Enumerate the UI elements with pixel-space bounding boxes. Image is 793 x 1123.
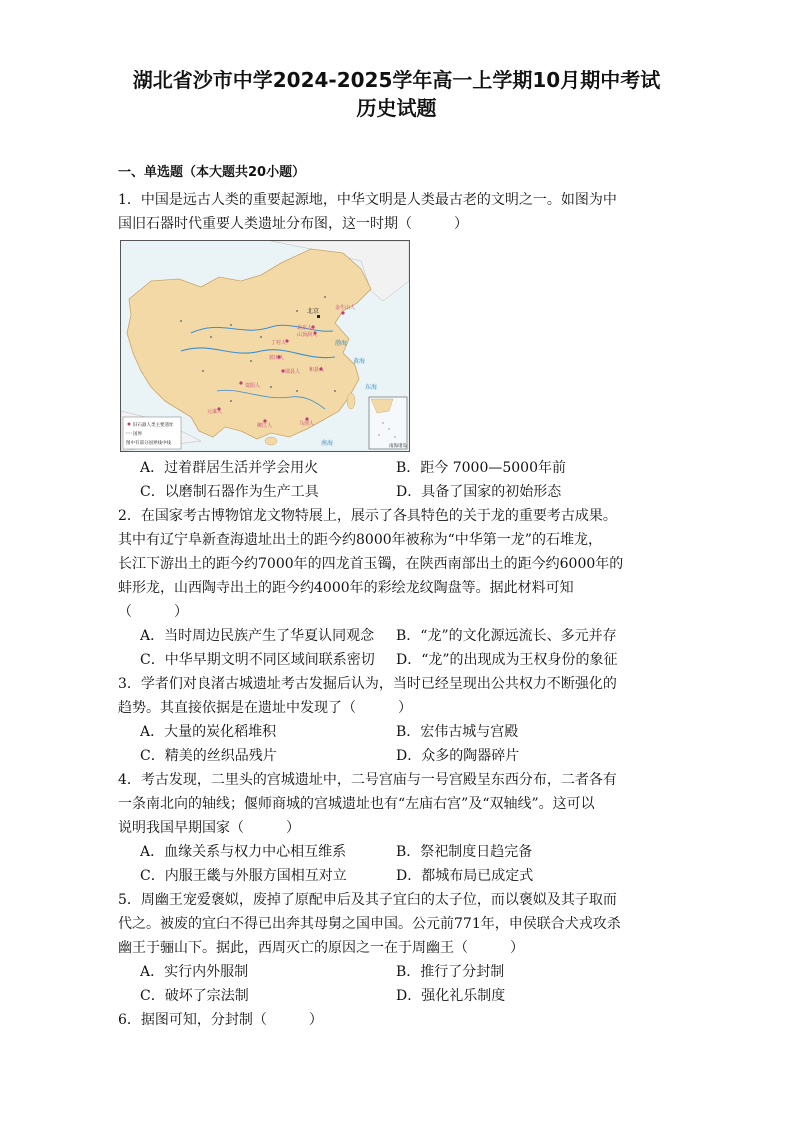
question-5-line-3: 幽王于骊山下。据此，西周灭亡的原因之一在于周幽王（ ） (118, 940, 524, 956)
exam-title-line-2: 历史试题 (356, 96, 437, 120)
site-label-maba: 马坝人 (299, 421, 315, 427)
question-3-option-b[interactable]: B．宏伟古城与宫殿 (396, 724, 519, 740)
question-3-option-d[interactable]: D．众多的陶器碎片 (396, 748, 520, 764)
question-6-line-1: 6．据图可知，分封制（ ） (118, 1012, 323, 1028)
sea-label-east: 东海 (365, 384, 378, 391)
site-label-hexian: 和县人 (309, 367, 325, 373)
legend-border: 国界 (133, 432, 142, 437)
question-2-option-a[interactable]: A．当时周边民族产生了华夏认同观念 (140, 628, 375, 644)
question-1-option-b[interactable]: B．距今 7000—5000年前 (396, 460, 566, 476)
site-label-liujiang: 柳江人 (257, 423, 273, 429)
question-4-option-c[interactable]: C．内服王畿与外服方国相互对立 (140, 868, 347, 884)
site-label-lantian: 蓝田人 (269, 355, 285, 361)
question-2-option-b[interactable]: B．“龙”的文化源远流长、多元并存 (396, 628, 617, 644)
beijing-label: 北京 (307, 308, 320, 315)
question-3-option-a[interactable]: A．大量的炭化稻堆积 (140, 724, 277, 740)
site-label-dingcun: 丁村人 (271, 340, 287, 346)
legend-sites: 旧石器人类主要遗址 (133, 423, 174, 428)
question-5-option-a[interactable]: A．实行内外服制 (140, 964, 249, 980)
question-5-option-c[interactable]: C．破坏了宗法制 (140, 988, 249, 1004)
site-label-beijingren: 北京人 (297, 325, 313, 331)
question-5-line-2: 代之。被废的宜臼不得已出奔其母舅之国申国。公元前771年，申侯联合犬戎攻杀 (118, 916, 621, 932)
site-label-yunxian: 郧县人 (285, 369, 301, 375)
section-heading: 一、单选题（本大题共20小题） (118, 165, 306, 180)
question-2-option-d[interactable]: D．“龙”的出现成为王权身份的象征 (396, 652, 618, 668)
sea-label-south: 南海 (321, 440, 334, 447)
legend-note: 图中有部分国界线中线 (126, 441, 171, 446)
question-3-line-1: 3．学者们对良渚古城遗址考古发掘后认为，当时已经呈现出公共权力不断强化的 (118, 676, 617, 692)
question-4-option-b[interactable]: B．祭祀制度日趋完备 (396, 844, 533, 860)
sea-label-yellow: 黄海 (353, 358, 366, 365)
question-1-option-a[interactable]: A．过着群居生活并学会用火 (140, 460, 319, 476)
site-label-jinniushan: 金牛山人 (335, 305, 356, 311)
sea-label-bohai: 渤海 (335, 340, 348, 347)
question-5-option-d[interactable]: D．强化礼乐制度 (396, 988, 506, 1004)
question-5-line-1: 5．周幽王宠爱褒姒，废掉了原配申后及其子宜臼的太子位，而以褒姒及其子取而 (118, 892, 617, 908)
question-2-option-c[interactable]: C．中华早期文明不同区域间联系密切 (140, 652, 375, 668)
question-2-line-3: 长江下游出土的距今约7000年的四龙首玉镯，在陕西南部出土的距今约6000年的 (118, 556, 624, 572)
question-4-line-1: 4．考古发现，二里头的宫城遗址中，二号宫庙与一号宫殿呈东西分布，二者各有 (118, 772, 617, 788)
question-5-option-b[interactable]: B．推行了分封制 (396, 964, 505, 980)
question-1-option-d[interactable]: D．具备了国家的初始形态 (396, 484, 562, 500)
question-1-line-2: 国旧石器时代重要人类遗址分布图，这一时期（ ） (118, 216, 468, 232)
site-label-ziyang: 资阳人 (245, 383, 261, 389)
question-2-line-2: 其中有辽宁阜新查海遗址出土的距今约8000年被称为“中华第一龙”的石堆龙， (118, 532, 602, 548)
question-3-line-2: 趋势。其直接依据是在遗址中发现了（ ） (118, 700, 412, 716)
exam-title-line-1: 湖北省沙市中学2024-2025学年高一上学期10月期中考试 (132, 68, 661, 92)
question-3-option-c[interactable]: C．精美的丝织品残片 (140, 748, 277, 764)
question-4-line-2: 一条南北向的轴线；偃师商城的宫城遗址也有“左庙右宫”及“双轴线”。这可以 (118, 796, 595, 812)
question-2-line-5: （ ） (118, 604, 188, 620)
question-2-line-1: 2．在国家考古博物馆龙文物特展上，展示了各具特色的关于龙的重要考古成果。 (118, 508, 617, 524)
question-1-option-c[interactable]: C．以磨制石器作为生产工具 (140, 484, 319, 500)
question-4-option-d[interactable]: D．都城布局已成定式 (396, 868, 534, 884)
site-label-shandingdong: 山顶洞人 (297, 332, 318, 338)
paleolithic-sites-map (120, 240, 410, 452)
site-label-yuanmou: 元谋人 (207, 409, 223, 415)
inset-label: 南海诸岛 (389, 444, 407, 449)
question-1-line-1: 1．中国是远古人类的重要起源地，中华文明是人类最古老的文明之一。如图为中 (118, 192, 617, 208)
question-4-line-3: 说明我国早期国家（ ） (118, 820, 300, 836)
question-4-option-a[interactable]: A．血缘关系与权力中心相互维系 (140, 844, 347, 860)
question-2-line-4: 蚌形龙，山西陶寺出土的距今约4000年的彩绘龙纹陶盘等。据此材料可知 (118, 580, 574, 596)
